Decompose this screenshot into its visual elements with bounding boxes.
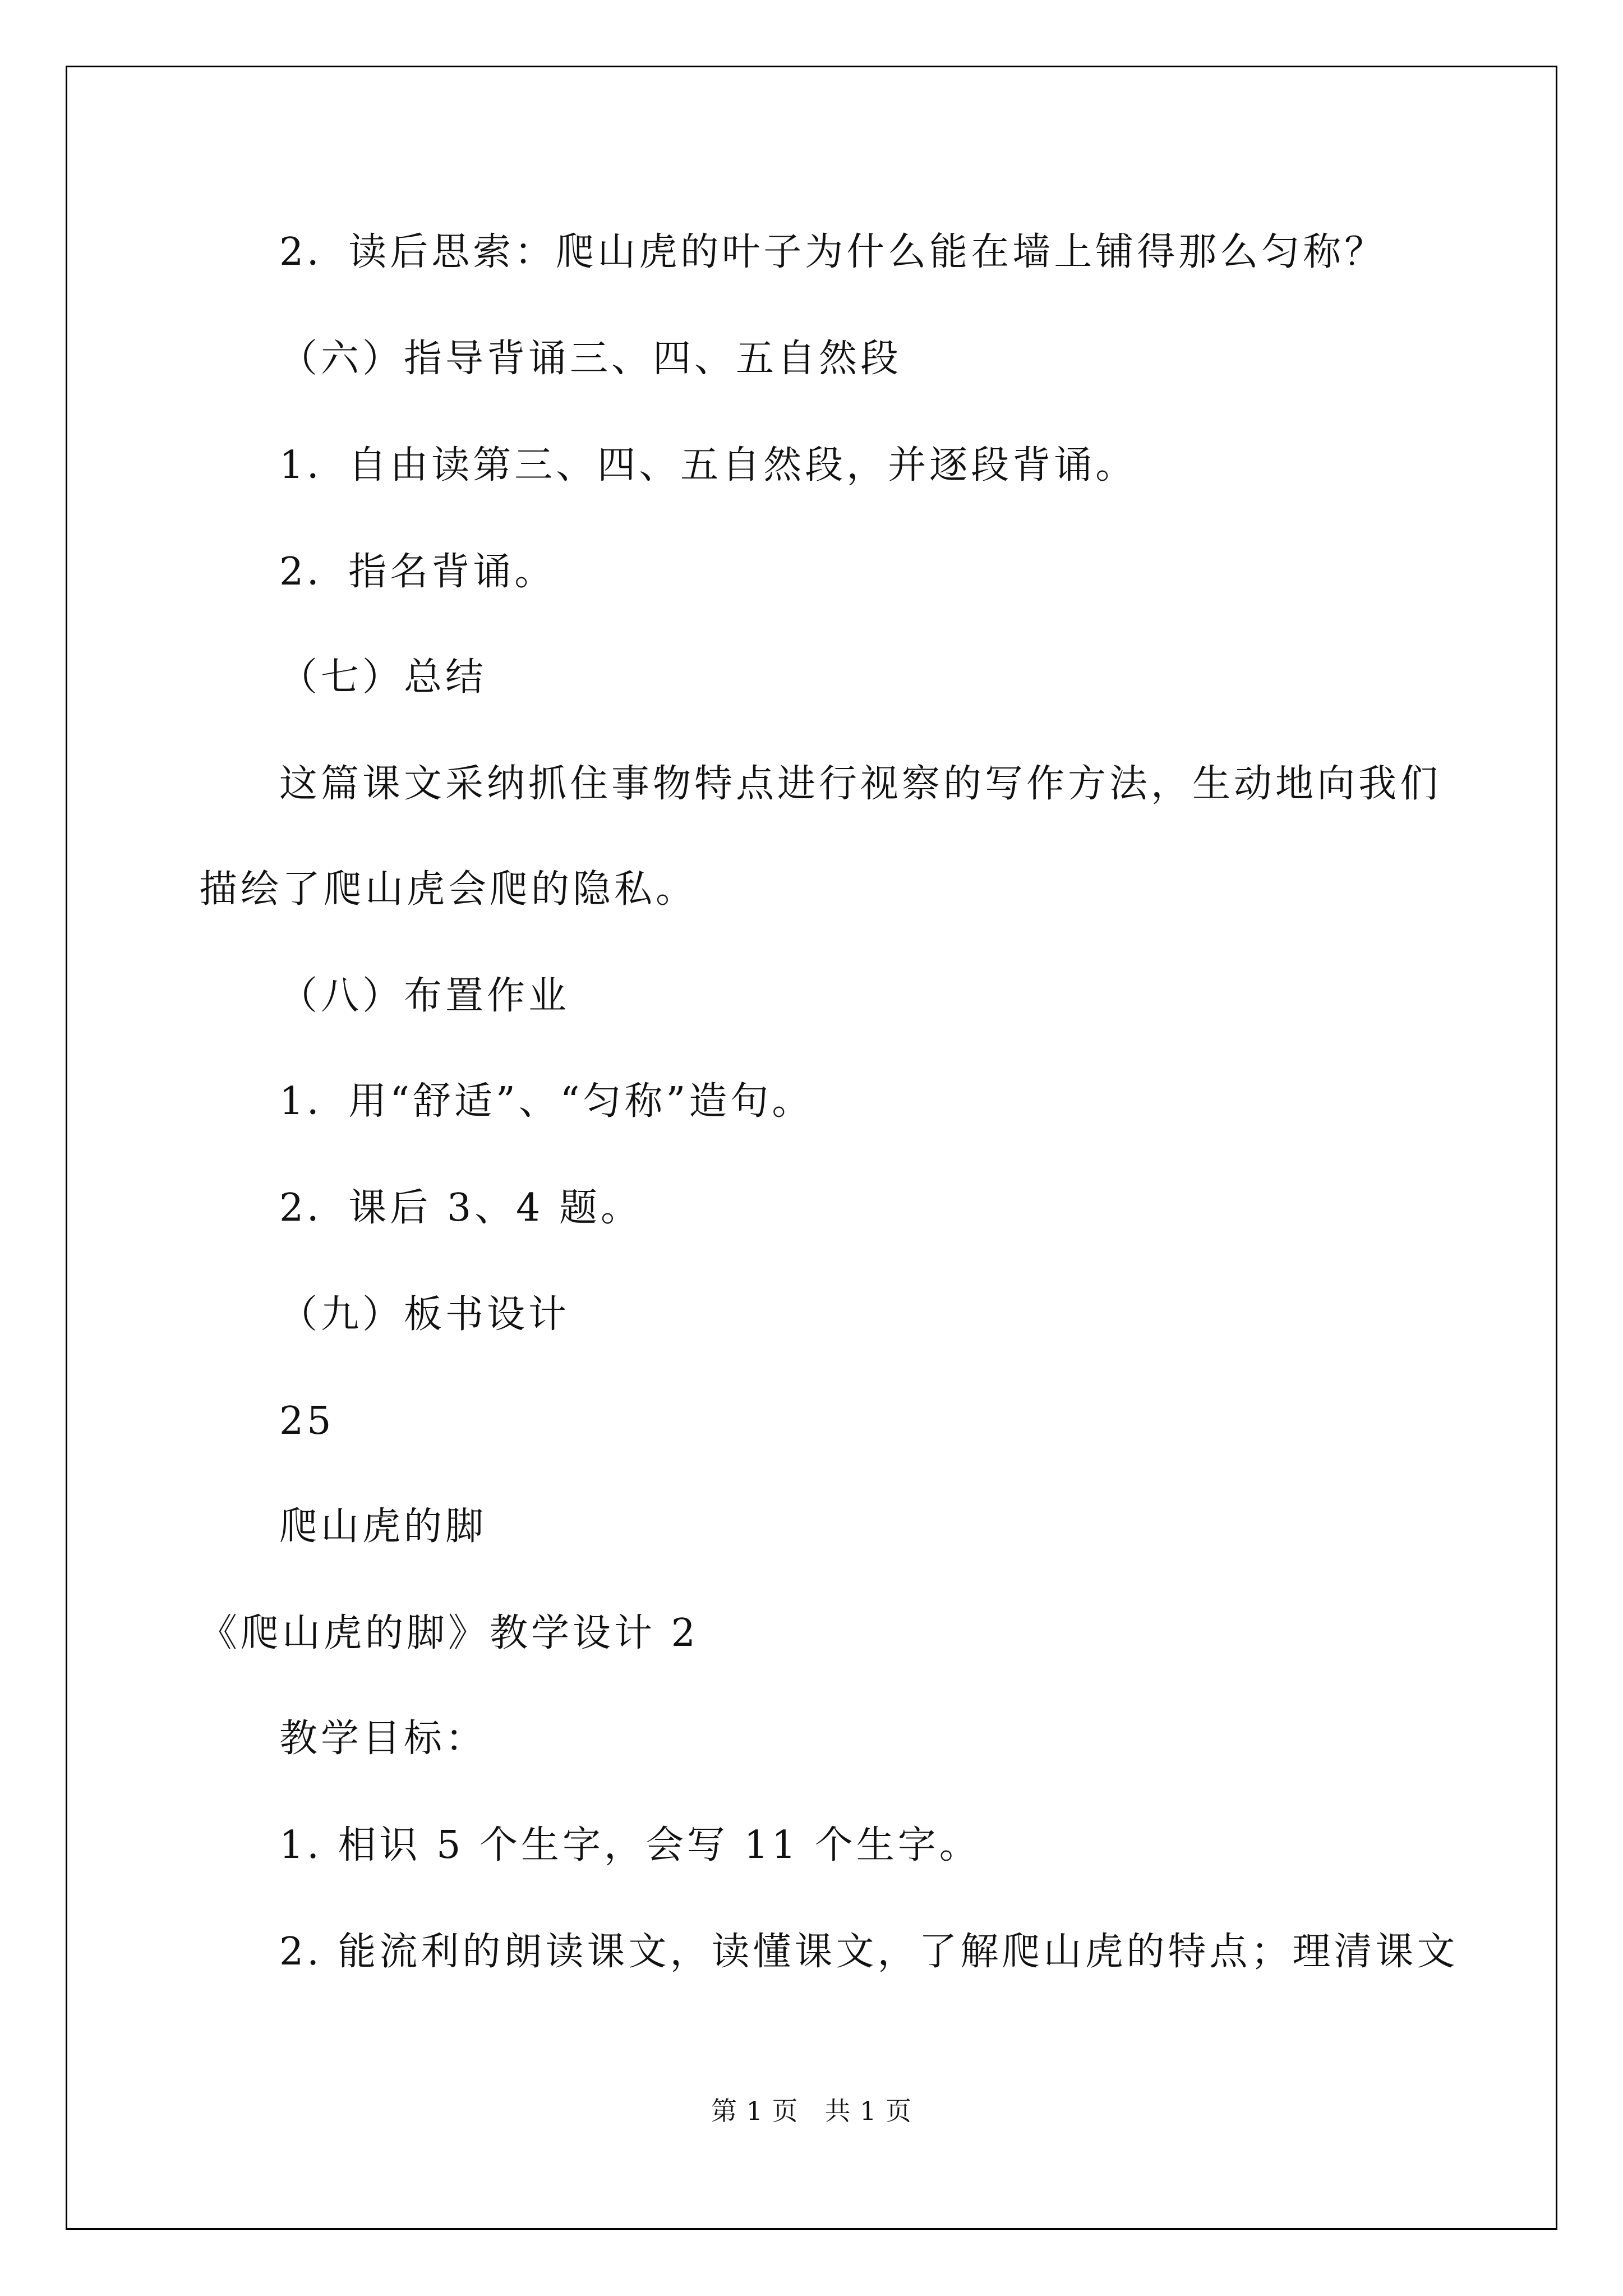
text-line: 2．读后思索：爬山虎的叶子为什么能在墙上铺得那么匀称？ [279, 230, 1386, 274]
document-title: 《爬山虎的脚》教学设计 2 [199, 1611, 699, 1655]
section-heading: （六）指导背诵三、四、五自然段 [279, 337, 902, 381]
text-line: 教学目标： [279, 1717, 487, 1761]
page-frame [66, 66, 1557, 2230]
text-line: 2．课后 3、4 题。 [279, 1186, 643, 1230]
text-line: 1．用“舒适”、“匀称”造句。 [279, 1079, 814, 1124]
section-heading: （九）板书设计 [279, 1292, 570, 1337]
section-heading: （八）布置作业 [279, 974, 570, 1018]
text-line: 爬山虎的脚 [279, 1504, 487, 1549]
page-footer: 第 1 页 共 1 页 [711, 2096, 912, 2126]
paragraph-line: 描绘了爬山虎会爬的隐私。 [199, 867, 698, 912]
section-heading: （七）总结 [279, 655, 487, 700]
text-line: 1. 相识 5 个生字，会写 11 个生字。 [279, 1823, 981, 1867]
text-line: 1．自由读第三、四、五自然段，并逐段背诵。 [279, 443, 1137, 487]
text-line: 2．指名背诵。 [279, 550, 556, 594]
text-line: 2. 能流利的朗读课文，读懂课文，了解爬山虎的特点；理清课文 [279, 1930, 1459, 1974]
text-line: 25 [279, 1399, 335, 1443]
paragraph-line: 这篇课文采纳抓住事物特点进行视察的写作方法，生动地向我们 [279, 762, 1442, 806]
